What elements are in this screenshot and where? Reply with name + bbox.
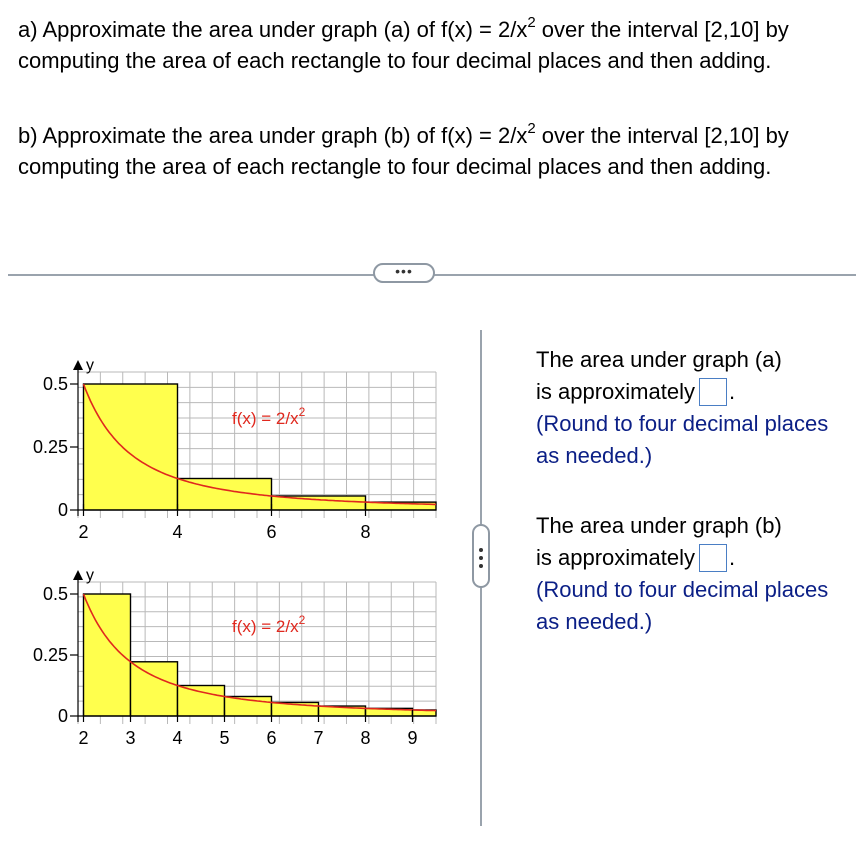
graph-b [33,567,436,748]
answer-a-hint: (Round to four decimal places as needed.) [536,411,829,468]
question-a-exponent: 2 [527,13,536,31]
y-tick-label: 0 [57,500,68,520]
y-axis-arrow [73,570,83,580]
answer-b [536,510,836,638]
answer-b-hint: (Round to four decimal places as needed.) [536,577,829,634]
function-label-text: f(x) = 2/x [232,409,299,428]
answer-b-line1: The area under graph (b) [536,513,782,538]
x-tick-label: 2 [78,728,89,748]
graph-a [33,357,436,542]
answer-a-line2 [536,376,836,408]
y-tick-label: 0.5 [42,584,68,604]
y-tick-label: 0.25 [32,437,68,457]
rectangle [84,384,178,510]
answer-a [536,344,836,472]
function-label-exponent: 2 [298,405,306,419]
question-b-text-end: over the interval [2,10] by computing the area of each rectangle to four decimal places and then adding. [18,123,789,179]
answer-b-period: . [728,545,736,570]
y-axis-arrow [73,360,83,370]
x-tick-label: 6 [266,728,277,748]
answer-a-input[interactable] [699,378,727,406]
x-tick-label: 4 [172,522,183,542]
x-tick-label: 9 [407,728,418,748]
answer-b-input[interactable] [699,544,727,572]
answer-a-period: . [728,379,736,404]
answer-a-line1: The area under graph (a) [536,347,782,372]
x-tick-label: 8 [360,728,371,748]
y-tick-label: 0 [57,706,68,726]
x-tick-label: 5 [219,728,230,748]
y-axis-label: y [86,357,94,374]
panel-resize-handle[interactable] [472,524,490,588]
rectangle [131,662,178,716]
function-label-text: f(x) = 2/x [232,617,299,636]
answer-a-prompt: is approximately [536,379,695,404]
x-tick-label: 8 [360,522,371,542]
y-tick-label: 0.5 [42,374,68,394]
function-label [232,405,306,428]
x-tick-label: 4 [172,728,183,748]
y-tick-label: 0.25 [32,645,68,665]
answer-b-prompt: is approximately [536,545,695,570]
x-tick-label: 2 [78,522,89,542]
function-label [232,613,306,636]
x-tick-label: 6 [266,522,277,542]
question-a-text: a) Approximate the area under graph (a) of f(x) = 2/x [18,17,528,42]
rectangle [178,686,225,717]
rectangles [84,594,437,716]
x-tick-label: 3 [125,728,136,748]
answer-b-line2 [536,542,836,574]
more-button[interactable]: ••• [373,263,435,283]
function-label-exponent: 2 [298,613,306,627]
question-b-exponent: 2 [527,119,536,137]
question-b-text: b) Approximate the area under graph (b) of f(x) = 2/x [18,123,528,148]
y-axis-label: y [86,567,94,584]
question-a-text-end: over the interval [2,10] by computing the area of each rectangle to four decimal places and then adding. [18,17,789,73]
x-tick-label: 7 [313,728,324,748]
